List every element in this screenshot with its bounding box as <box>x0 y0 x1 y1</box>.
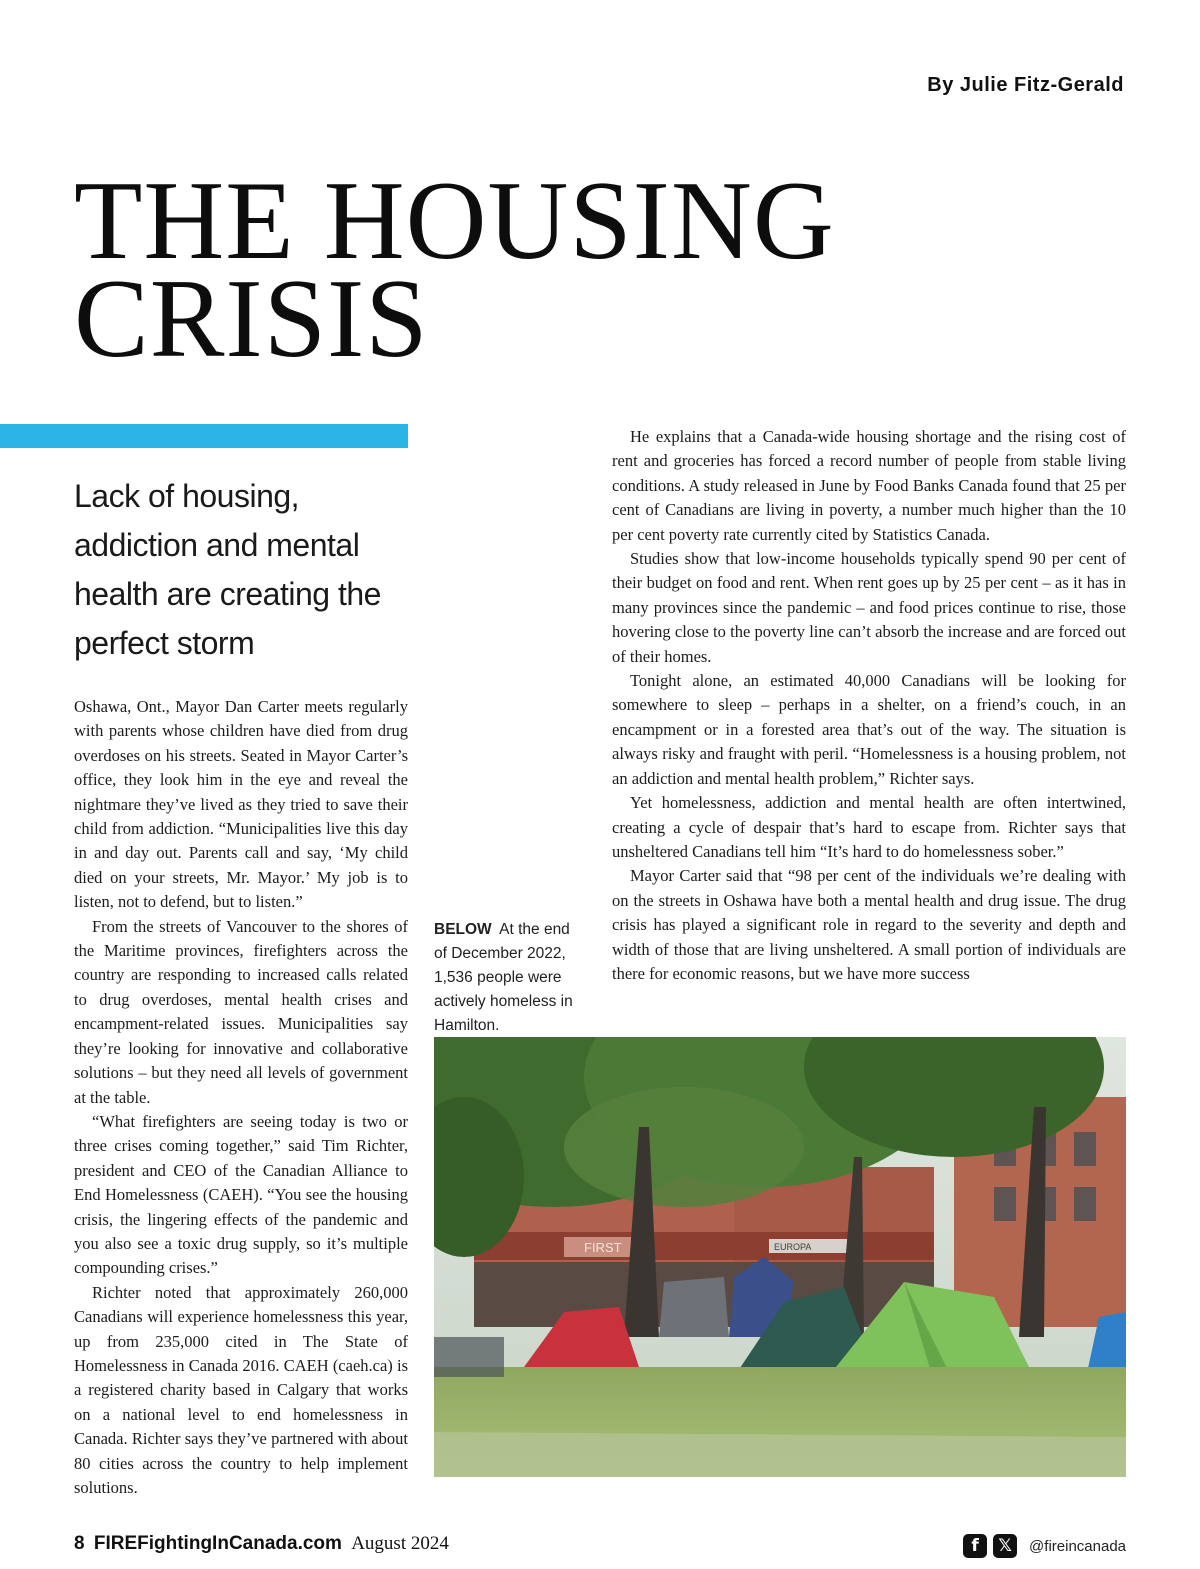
paragraph: Oshawa, Ont., Mayor Dan Carter meets regularly with parents whose children have died from drug overdoses on his streets. Seated in Mayor Carter’s office, they look him in the eye and reveal the nightmare they’ve lived as they tried to save their child from addiction. “Municipalities live this day in and day out. Parents call and say, ‘My child died on your streets, Mr. Mayor.’ My job is to listen, not to defend, but to listen.” <box>74 697 408 912</box>
page-number: 8 <box>74 1533 85 1554</box>
deck-subtitle: Lack of housing, addiction and mental health are creating the perfect storm <box>74 478 381 661</box>
headline-line-1: THE HOUSING <box>74 159 835 283</box>
paragraph: “What firefighters are seeing today is two or three crises coming together,” said Tim Richter, president and CEO of the Canadian Alliance to End Homelessness (CAEH). “You see the housing crisis, the lingering effects of the pandemic and you also see a toxic drug supply, so it’s multiple compounding crises.” <box>74 1111 408 1278</box>
accent-bar <box>0 424 408 448</box>
x-icon[interactable]: 𝕏 <box>993 1534 1017 1558</box>
issue-date: August 2024 <box>351 1533 449 1554</box>
right-column <box>612 425 1126 1017</box>
photo-caption <box>434 918 586 1038</box>
footer-social <box>963 1534 1126 1558</box>
headline-line-2: CRISIS <box>74 257 429 381</box>
social-handle[interactable]: @fireincanada <box>1029 1537 1126 1555</box>
paragraph: Mayor Carter said that “98 per cent of the individuals we’re dealing with on the streets in Oshawa have both a mental health and drug issue. The drug crisis has played a significant role in regard to the severity and depth and width of those that are living unsheltered. A small portion of individuals are there for economic reasons, but we have more success <box>612 866 1126 983</box>
encampment-photo <box>434 1037 1126 1477</box>
byline: By Julie Fitz-Gerald <box>927 74 1124 96</box>
paragraph: Richter noted that approximately 260,000 Canadians will experience homelessness this year, up from 235,000 cited in The State of Homelessness in Canada 2016. CAEH (caeh.ca) is a registered charity based in Calgary that works on a national level to end homelessness in Canada. Richter says they’ve partnered with about 80 cities across the country to help implement solutions. <box>74 1282 408 1497</box>
storefront-sign: FIRST <box>584 1240 622 1255</box>
storefront-sign: EUROPA <box>774 1242 812 1252</box>
facebook-icon[interactable]: f <box>963 1534 987 1558</box>
paragraph: Studies show that low-income households typically spend 90 per cent of their budget on food and rent. When rent goes up by 25 per cent – as it has in many provinces since the pandemic – and food prices continue to rise, those hovering close to the poverty line can’t absorb the increase and are forced out of their homes. <box>612 549 1126 666</box>
paragraph: Tonight alone, an estimated 40,000 Canadians will be looking for somewhere to sleep – perhaps in a shelter, on a friend’s couch, in an encampment or in a forested area that’s out of the way. The situation is always risky and fraught with peril. “Homelessness is a housing problem, not an addiction and mental health problem,” Richter says. <box>612 671 1126 788</box>
caption-label: BELOW <box>434 921 492 938</box>
caption-text: At the end of December 2022, 1,536 people were actively homeless in Hamilton. <box>434 921 573 1034</box>
photo-illustration <box>434 1037 1126 1477</box>
site-link[interactable]: FIREFightingInCanada.com <box>93 1533 342 1554</box>
left-column <box>74 695 408 1500</box>
footer-publication <box>74 1533 449 1555</box>
headline <box>74 159 1074 381</box>
paragraph: He explains that a Canada-wide housing shortage and the rising cost of rent and groceries has forced a record number of people from stable living conditions. A study released in June by Food Banks Canada found that 25 per cent of Canadians are living in poverty, a number much higher than the 10 per cent poverty rate currently cited by Statistics Canada. <box>612 427 1126 544</box>
paragraph: Yet homelessness, addiction and mental health are often intertwined, creating a cycle of despair that’s hard to escape from. Richter says that unsheltered Canadians tell him “It’s hard to do homelessness sober.” <box>612 793 1126 861</box>
paragraph: From the streets of Vancouver to the shores of the Maritime provinces, firefighters across the country are responding to increased calls related to drug overdoses, mental health crises and encampment-related issues. Municipalities say they’re looking for innovative and collaborative solutions – but they need all levels of government at the table. <box>74 916 408 1107</box>
